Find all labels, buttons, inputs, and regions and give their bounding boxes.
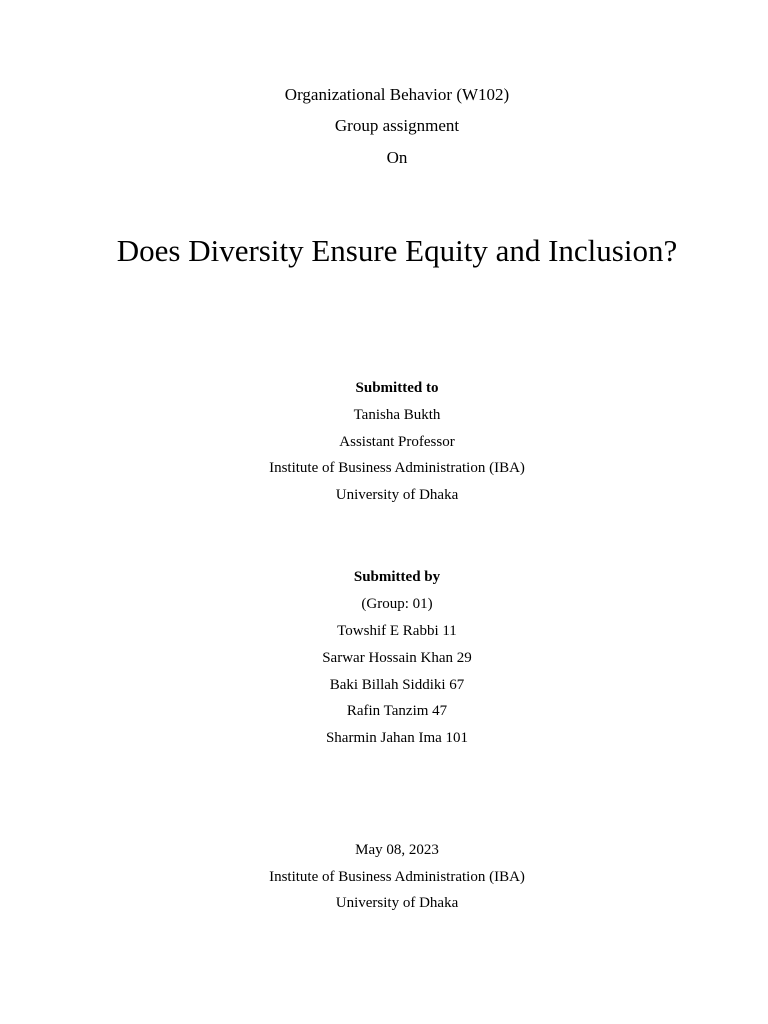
member-list-item: Towshif E Rabbi 11	[337, 623, 457, 639]
member-list-item: Rafin Tanzim 47	[346, 703, 448, 719]
group-number: (Group: 01)	[361, 596, 433, 612]
instructor-position: Assistant Professor	[339, 434, 455, 450]
on-label: On	[386, 148, 408, 167]
submission-date: May 08, 2023	[355, 842, 439, 858]
instructor-name: Tanisha Bukth	[353, 407, 441, 423]
course-name: Organizational Behavior (W102)	[284, 85, 510, 104]
member-list-item: Sarwar Hossain Khan 29	[322, 650, 472, 666]
instructor-university: University of Dhaka	[335, 487, 459, 503]
member-list-item: Baki Billah Siddiki 67	[329, 677, 465, 693]
instructor-institute: Institute of Business Administration (IBA)	[269, 460, 525, 476]
document-title: Does Diversity Ensure Equity and Inclusion?	[116, 233, 678, 268]
footer-university: University of Dhaka	[335, 895, 459, 911]
assignment-type: Group assignment	[334, 116, 460, 135]
submitted-to-heading: Submitted to	[355, 380, 439, 396]
member-list-item: Sharmin Jahan Ima 101	[325, 730, 469, 746]
footer-institute: Institute of Business Administration (IBA)	[269, 869, 525, 885]
submitted-by-heading: Submitted by	[353, 569, 441, 585]
